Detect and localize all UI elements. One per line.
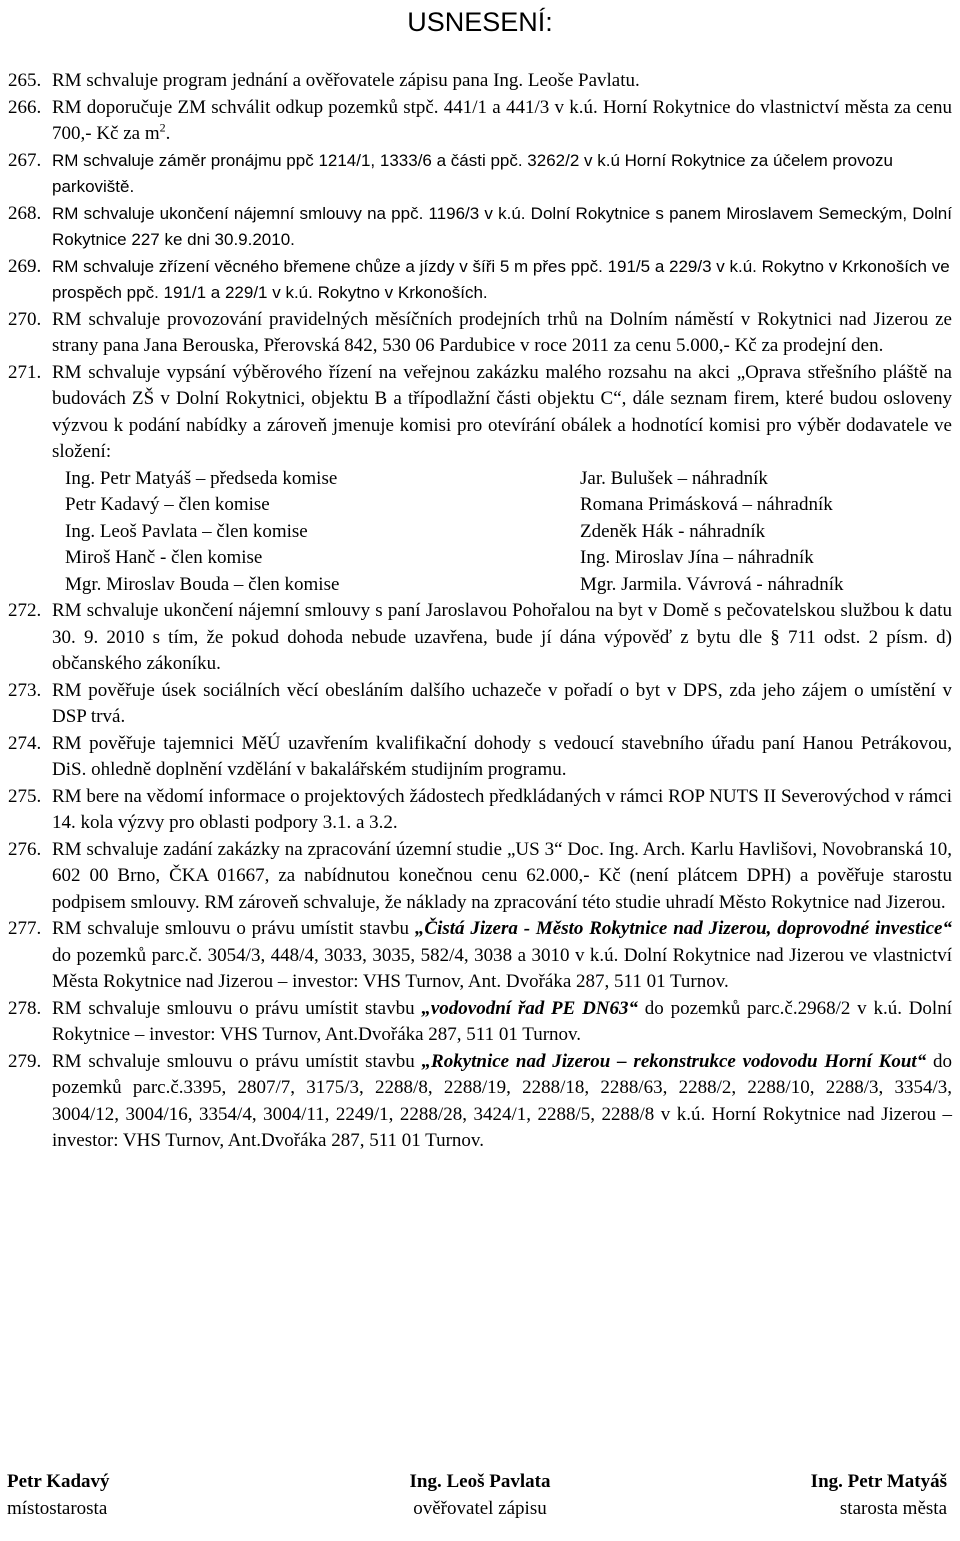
resolution-text: RM bere na vědomí informace o projektových žádostech předkládaných v rámci ROP NUTS II Severovýchod v rámci 14. kola výzvy pro oblasti podpory 3.1. a 3.2. <box>52 785 952 833</box>
resolution-number: 274. <box>8 732 42 754</box>
signature-role: místostarosta <box>7 1498 108 1519</box>
resolution-text-part: RM schvaluje smlouvu o právu umístit stavbu <box>52 1050 422 1072</box>
document-title: USNESENÍ: <box>407 7 553 37</box>
resolution-number: 277. <box>8 918 42 939</box>
resolution-text: RM schvaluje zadání zakázky na zpracování územní studie „US 3“ Doc. Ing. Arch. Karlu Havlišovi, Novobranská 10, 602 00 Brno, ČKA 01667, za nabídnutou konečnou cenu 62.000,- Kč (není plátcem DPH) a pověřuje starostu podpisem smlouvy. RM zároveň schvaluje, že náklady na zpracování této studie uhradí Město Rokytnice nad Jizerou. <box>52 838 952 913</box>
resolution-266 <box>8 95 952 148</box>
resolution-269 <box>8 254 952 307</box>
resolution-271 <box>8 360 952 466</box>
resolution-text <box>52 916 952 996</box>
project-name: „Čistá Jizera - Město Rokytnice nad Jizerou, doprovodné investice“ <box>414 918 952 939</box>
resolution-text-part: do pozemků parc.č. 3054/3, 448/4, 3033, 3035, 582/4, 3038 a 3010 v k.ú. Dolní Rokytnice nad Jizerou ve vlastnictví Města Rokytnice nad Jizerou – investor: VHS Turnov, Ant. Dvořáka 287, 511 01 Turnov. <box>52 944 952 992</box>
resolution-number: 275. <box>8 785 42 807</box>
committee-substitute: Ing. Miroslav Jína – náhradník <box>580 547 814 568</box>
resolution-text-part: do pozemků parc.č.2968/2 v k.ú. Dolní Rokytnice – investor: VHS Turnov, Ant.Dvořáka 287, 511 01 Turnov. <box>52 997 952 1045</box>
signature-role: starosta města <box>839 1498 947 1519</box>
resolution-number: 276. <box>8 838 42 860</box>
resolution-text: RM schvaluje zřízení věcného břemene chůze a jízdy v šíři 5 m přes ppč. 191/5 a 229/3 v k.ú. Rokytno v Krkonoších ve prospěch ppč. 191/1 a 229/1 v k.ú. Rokytno v Krkonoších. <box>52 256 950 302</box>
committee-members <box>65 466 580 599</box>
signature-block <box>0 1468 960 1528</box>
resolution-268 <box>8 201 952 254</box>
committee-member: Ing. Leoš Pavlata – člen komise <box>65 520 308 542</box>
resolution-text: RM schvaluje ukončení nájemní smlouvy na ppč. 1196/3 v k.ú. Dolní Rokytnice s panem Miroslavem Semeckým, Dolní Rokytnice 227 ke dni 30.9.2010. <box>52 203 952 249</box>
resolution-text: RM pověřuje tajemnici MěÚ uzavřením kvalifikační dohody s vedoucí stavebního úřadu paní Hanou Petrákovou, DiS. ohledně doplnění vzdělání v bakalářském studijním programu. <box>52 732 952 780</box>
resolution-text: RM schvaluje záměr pronájmu ppč 1214/1, 1333/6 a části ppč. 3262/2 v k.ú Horní Rokytnice za účelem provozu parkoviště. <box>52 150 893 196</box>
committee-member: Petr Kadavý – člen komise <box>65 494 270 515</box>
resolution-number: 265. <box>8 70 42 91</box>
resolution-number: 266. <box>8 96 42 118</box>
resolution-267 <box>8 148 952 201</box>
committee-substitute: Mgr. Jarmila. Vávrová - náhradník <box>580 573 844 595</box>
resolution-number: 270. <box>8 308 42 330</box>
resolution-274 <box>8 731 952 784</box>
project-name: „Rokytnice nad Jizerou – rekonstrukce vodovodu Horní Kout“ <box>421 1050 927 1072</box>
resolution-text-part: do pozemků parc.č.3395, 2807/7, 3175/3, 2288/8, 2288/19, 2288/18, 2288/63, 2288/2, 2288/10, 2288/3, 3354/3, 3004/12, 3004/16, 3354/4, 3004/11, 2249/1, 2288/28, 3424/1, 2288/5, 2288/8 v k.ú. Horní Rokytnice nad Jizerou – investor: VHS Turnov, Ant.Dvořáka 287, 511 01 Turnov. <box>52 1050 952 1151</box>
signature-name: Ing. Petr Matyáš <box>810 1471 947 1492</box>
committee-substitute: Zdeněk Hák - náhradník <box>580 520 766 542</box>
resolution-278 <box>8 996 952 1049</box>
signature-role: ověřovatel zápisu <box>413 1498 547 1519</box>
superscript: 2 <box>159 120 166 135</box>
committee-member: Miroš Hanč - člen komise <box>65 547 263 568</box>
committee-substitute: Romana Primásková – náhradník <box>580 494 833 515</box>
resolution-text: RM schvaluje provozování pravidelných měsíčních prodejních trhů na Dolním náměstí v Rokytnici nad Jizerou ze strany pana Jana Berouska, Přerovská 842, 530 06 Pardubice v roce 2011 za cenu 5.000,- Kč za prodejní den. <box>52 308 952 356</box>
resolution-number: 272. <box>8 600 42 621</box>
resolution-text: RM schvaluje ukončení nájemní smlouvy s paní Jaroslavou Pohořalou na byt v Domě s pečovatelskou službou k datu 30. 9. 2010 s tím, že pokud dohoda nebude uzavřena, bude jí dána výpověď z bytu dle § 711 odst. 2 písm. d) občanského zákoníku. <box>52 600 952 674</box>
resolution-270 <box>8 307 952 360</box>
resolution-number: 279. <box>8 1050 42 1072</box>
resolution-text <box>52 996 952 1049</box>
resolution-text-part: RM doporučuje ZM schválit odkup pozemků stpč. 441/1 a 441/3 v k.ú. Horní Rokytnice do vlastnictví města za cenu 700,- Kč za m <box>52 96 952 144</box>
committee-table <box>65 466 952 599</box>
resolution-number: 271. <box>8 361 42 383</box>
resolution-text <box>52 1049 952 1155</box>
project-name: „vodovodní řad PE DN63“ <box>421 997 639 1019</box>
resolutions-list <box>8 68 952 1155</box>
resolution-text-part: . <box>165 123 171 144</box>
resolution-text-part: RM schvaluje smlouvu o právu umístit stavbu <box>52 997 422 1019</box>
resolution-number: 267. <box>8 149 42 171</box>
resolution-text-part: RM schvaluje smlouvu o právu umístit stavbu <box>52 918 415 939</box>
resolution-265 <box>8 68 952 95</box>
signature-name: Petr Kadavý <box>7 1471 110 1492</box>
resolution-272 <box>8 598 952 678</box>
resolution-number: 273. <box>8 679 42 701</box>
resolution-text: RM schvaluje program jednání a ověřovatele zápisu pana Ing. Leoše Pavlatu. <box>52 70 640 91</box>
resolution-276 <box>8 837 952 917</box>
committee-member: Mgr. Miroslav Bouda – člen komise <box>65 573 340 595</box>
resolution-number: 278. <box>8 997 42 1019</box>
signature-mayor <box>811 1468 947 1522</box>
resolution-number: 268. <box>8 202 42 224</box>
resolution-277 <box>8 916 952 996</box>
signature-name: Ing. Leoš Pavlata <box>409 1471 551 1492</box>
resolution-text <box>52 95 952 148</box>
committee-substitute: Jar. Bulušek – náhradník <box>580 467 768 489</box>
resolution-275 <box>8 784 952 837</box>
committee-substitutes <box>580 466 952 599</box>
resolution-text: RM pověřuje úsek sociálních věcí obesláním dalšího uchazeče v pořadí o byt v DPS, zda jeho zájem o umístění v DSP trvá. <box>52 679 952 727</box>
resolution-273 <box>8 678 952 731</box>
resolution-279 <box>8 1049 952 1155</box>
resolution-text: RM schvaluje vypsání výběrového řízení na veřejnou zakázku malého rozsahu na akci „Oprava střešního pláště na budovách ZŠ v Dolní Rokytnici, objektu B a třípodlažní části objektu C“, dále seznam firem, které budou osloveny výzvou k podání nabídky a zároveň jmenuje komisi pro otevírání obálek a hodnotící komisi pro výběr dodavatele ve složení: <box>52 361 952 462</box>
resolution-number: 269. <box>8 255 42 277</box>
committee-member: Ing. Petr Matyáš – předseda komise <box>65 467 338 489</box>
